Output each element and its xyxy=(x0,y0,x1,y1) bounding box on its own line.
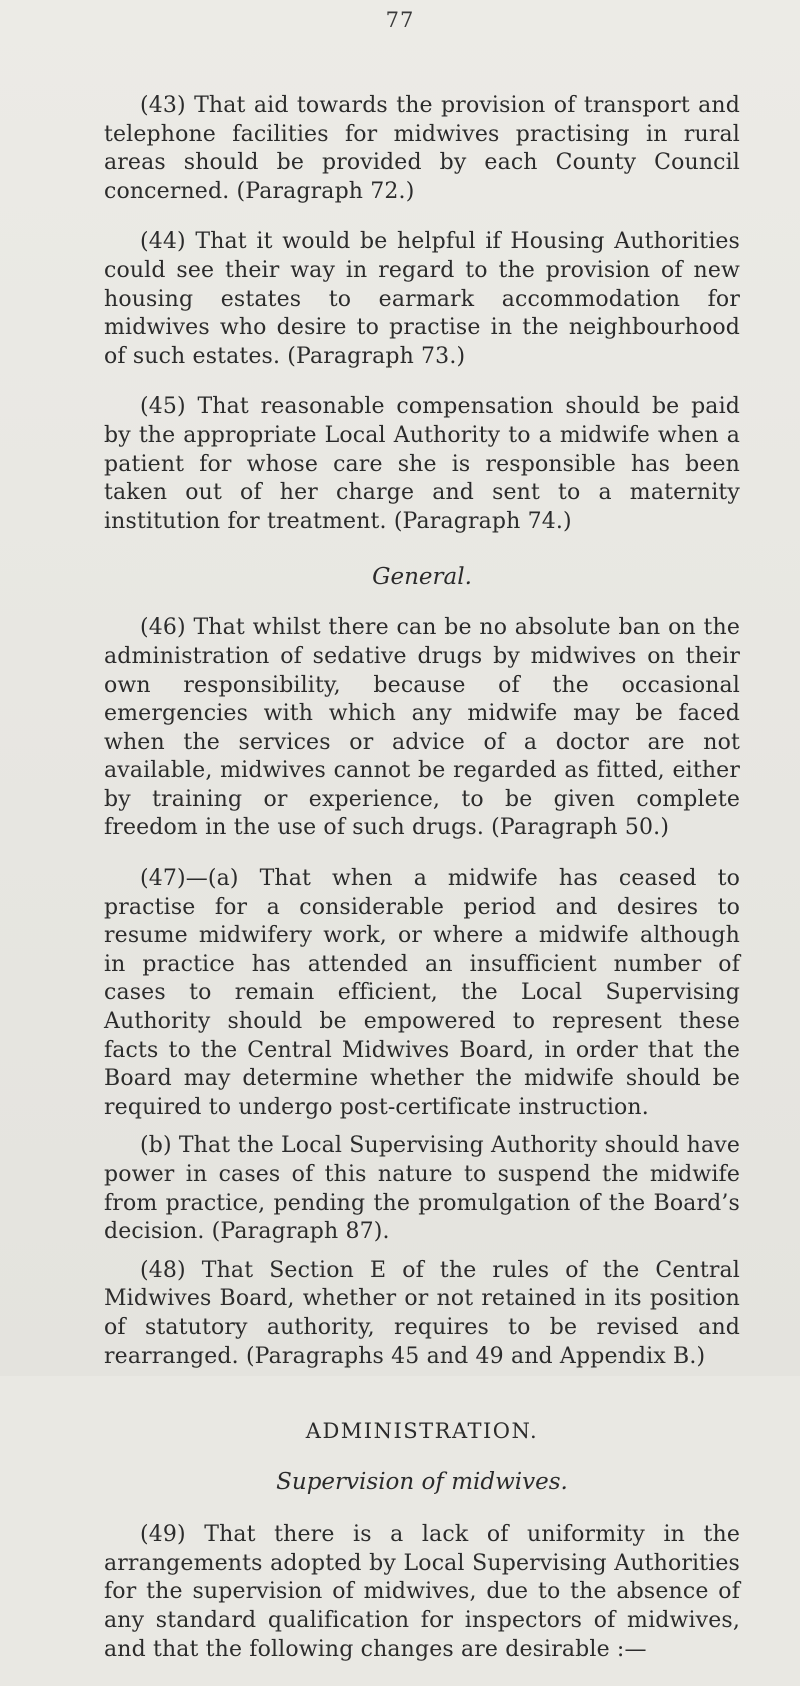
section-heading-general: General. xyxy=(372,564,472,591)
paragraph-47a: (47)—(a) That when a midwife has ceased to practise for a considerable period and desires to resume midwifery work, or where a midwife although in practice has attended an insufficient number of cases to remain efficient, the Local Supervising Authority should be empowered to represent these facts to the Central Midwives Board, in order that the Board may determine whether the midwife should be required to undergo post-certificate instruction. xyxy=(104,866,740,1120)
paragraph-43: (43) That aid towards the provision of transport and telephone facilities for midwives practising in rural areas should be provided by each County Council concerned. (Paragraph 72.) xyxy=(104,93,740,204)
paragraph-46: (46) That whilst there can be no absolute ban on the administration of sedative drugs by midwives on their own responsibility, because of the occasional emergencies with which any midwife may be faced when the services or advice of a doctor are not available, midwives cannot be regarded as fitted, either by training or experience, to be given complete freedom in the use of such drugs. (Paragraph 50.) xyxy=(104,615,740,841)
paragraph-45: (45) That reasonable compensation should be paid by the appropriate Local Authority to a midwife when a patient for whose care she is responsible has been taken out of her charge and sent to a maternity institution for treatment. (Paragraph 74.) xyxy=(104,394,740,534)
paragraph-47b: (b) That the Local Supervising Authority should have power in cases of this nature to suspend the midwife from practice, pending the promulgation of the Board’s decision. (Paragraph 87). xyxy=(104,1133,740,1245)
page-content xyxy=(104,92,740,1686)
paragraph-44: (44) That it would be helpful if Housing Authorities could see their way in regard to the provision of new housing estates to earmark accommodation for midwives who desire to practise in the neighbourhood of such estates. (Paragraph 73.) xyxy=(104,229,740,369)
page-number: 77 xyxy=(385,8,415,32)
subheading-supervision: Supervision of midwives. xyxy=(276,1469,568,1496)
paragraph-49: (49) That there is a lack of uniformity in the arrangements adopted by Local Supervising Authorities for the supervision of midwives, due to the absence of any standard qualification for inspectors of midwives, and that the following changes are desirable :— xyxy=(104,1522,740,1662)
section-heading-administration: ADMINISTRATION. xyxy=(305,1419,539,1444)
paragraph-48: (48) That Section E of the rules of the Central Midwives Board, whether or not retained in its position of statutory authority, requires to be revised and rearranged. (Paragraphs 45 and 49 and Appendix B.) xyxy=(104,1257,740,1369)
